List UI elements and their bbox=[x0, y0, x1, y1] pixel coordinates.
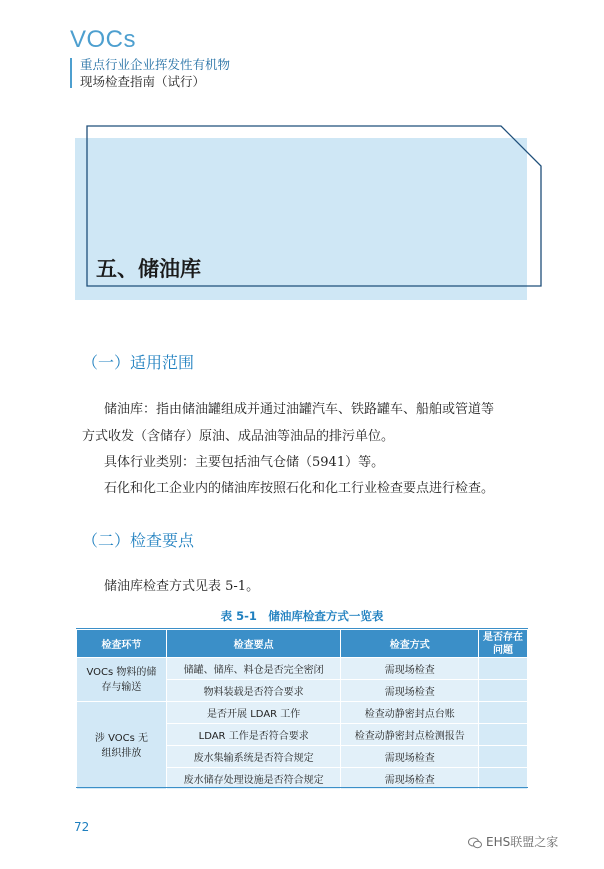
header-issue: 是否存在问题 bbox=[479, 630, 528, 658]
section-heading-scope: （一）适用范围 bbox=[82, 353, 195, 372]
paragraph-definition-line1: 储油库：指由储油罐组成并通过油罐汽车、铁路罐车、船舶或管道等 bbox=[104, 402, 495, 417]
cell-method: 需现场检查 bbox=[341, 768, 479, 790]
paragraph-petrochemical-note: 石化和化工企业内的储油库按照石化和化工行业检查要点进行检查。 bbox=[104, 481, 495, 496]
header-method: 检查方式 bbox=[341, 630, 479, 658]
header-stage: 检查环节 bbox=[77, 630, 167, 658]
paragraph-table-reference: 储油库检查方式见表 5-1。 bbox=[104, 579, 260, 594]
table-caption: 表 5-1 储油库检查方式一览表 bbox=[220, 609, 384, 623]
series-subtitle-line1: 重点行业企业挥发性有机物 bbox=[80, 57, 231, 72]
cell-issue[interactable] bbox=[479, 724, 528, 746]
cell-method: 需现场检查 bbox=[341, 658, 479, 680]
group-fugitive-emission: 涉 VOCs 无组织排放 bbox=[77, 702, 167, 790]
table-bottom-rule bbox=[76, 787, 528, 788]
table-row bbox=[77, 702, 528, 724]
cell-method: 需现场检查 bbox=[341, 680, 479, 702]
cell-issue[interactable] bbox=[479, 658, 528, 680]
table-row bbox=[77, 658, 528, 680]
paragraph-industry-category: 具体行业类别：主要包括油气仓储（5941）等。 bbox=[104, 455, 385, 470]
cell-point: 物料装载是否符合要求 bbox=[166, 680, 341, 702]
cell-issue[interactable] bbox=[479, 702, 528, 724]
watermark bbox=[468, 833, 558, 850]
cell-method: 检查动静密封点台账 bbox=[341, 702, 479, 724]
cell-point: 储罐、储库、料仓是否完全密闭 bbox=[166, 658, 341, 680]
cell-point: 废水储存处理设施是否符合规定 bbox=[166, 768, 341, 790]
header-divider bbox=[70, 58, 72, 88]
group-storage-transport: VOCs 物料的储存与输送 bbox=[77, 658, 167, 702]
header-checkpoint: 检查要点 bbox=[166, 630, 341, 658]
cell-issue[interactable] bbox=[479, 746, 528, 768]
cell-point: LDAR 工作是否符合要求 bbox=[166, 724, 341, 746]
series-subtitle-line2: 现场检查指南（试行） bbox=[80, 74, 206, 89]
inspection-table bbox=[76, 629, 528, 790]
page-number: 72 bbox=[74, 820, 90, 834]
cell-method: 需现场检查 bbox=[341, 746, 479, 768]
chapter-title: 五、储油库 bbox=[96, 256, 201, 281]
cell-point: 是否开展 LDAR 工作 bbox=[166, 702, 341, 724]
cell-point: 废水集输系统是否符合规定 bbox=[166, 746, 341, 768]
watermark-text: EHS联盟之家 bbox=[486, 835, 559, 849]
cell-method: 检查动静密封点检测报告 bbox=[341, 724, 479, 746]
table-header-row bbox=[77, 630, 528, 658]
cell-issue[interactable] bbox=[479, 680, 528, 702]
section-heading-checkpoints: （二）检查要点 bbox=[82, 531, 195, 550]
wechat-icon bbox=[468, 837, 482, 849]
paragraph-definition-line2: 方式收发（含储存）原油、成品油等油品的排污单位。 bbox=[82, 429, 395, 444]
series-title: VOCs bbox=[70, 26, 137, 53]
